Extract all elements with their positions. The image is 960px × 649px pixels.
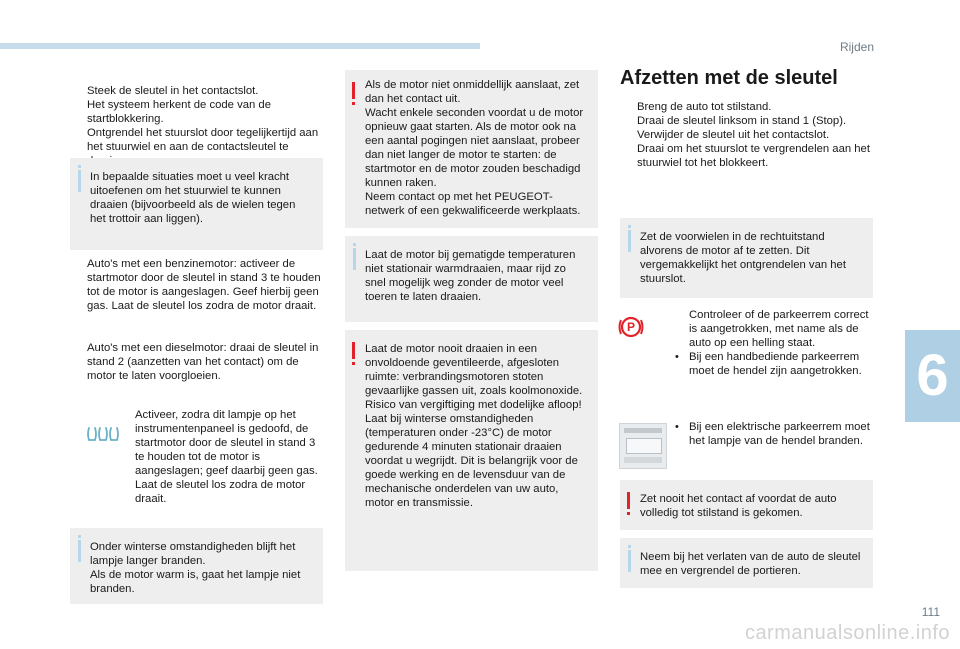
warning-icon — [627, 492, 630, 509]
warning-box-ignition-off: Zet nooit het contact af voordat de auto volledig tot stilstand is gekomen. — [620, 480, 873, 530]
list-item: Draai de sleutel linksom in stand 1 (Stop). — [637, 115, 847, 127]
info-icon — [628, 550, 631, 572]
list-item: • Bij een elektrische parkeerrem moet het lampje van de hendel branden. — [675, 421, 870, 447]
list-item: Ontgrendel het stuurslot door tegelijkertijd aan het stuurwiel en aan de contactsleutel te — [87, 127, 319, 153]
info-icon — [78, 170, 81, 192]
section-heading: Afzetten met de sleutel — [620, 67, 838, 89]
list-item: Activeer, zodra dit lampje op het instrumentenpaneel is gedoofd, de startmotor door de sleutel in stand 3 te houden tot de motor is aangeslagen; geef daarbij geen gas. Laat de sleutel los zodra de motor draait. — [135, 409, 318, 505]
header-accent-bar — [0, 43, 480, 49]
list-item: Auto's met een dieselmotor: draai de sleutel in stand 2 (aanzetten van het contact) om de motor te laten voorgloeien. — [87, 342, 319, 382]
parking-brake-icon — [617, 313, 645, 341]
electric-brake-item — [672, 420, 872, 448]
chapter-number-tab: 6 — [905, 330, 960, 422]
petrol-instruction — [70, 257, 325, 313]
bullet-marker: • — [675, 351, 679, 363]
list-item: Steek de sleutel in het contactslot. Het systeem herkent de code van de startblokkering. — [87, 85, 271, 125]
electric-parking-brake-lever-image — [619, 423, 667, 469]
warning-icon — [352, 342, 355, 359]
warning-box-start-failure: Als de motor niet onmiddellijk aanslaat, zet dan het contact uit. Wacht enkele seconden voordat u de motor opnieuw gaat starten. Als de motor ook na een aantal pogingen niet aanslaat, probeer dan niet langer de motor te starten: de startmotor en de motor zouden beschadigd kunnen raken. Neem contact op met het PEUGEOT-netwerk of een gekwalificeerde werkplaats. — [345, 70, 598, 228]
info-box-steering: In bepaalde situaties moet u veel kracht uitoefenen om het stuurwiel te kunnen draaien (bijvoorbeeld als de wielen tegen het trottoir aan liggen). — [70, 158, 323, 250]
info-box-front-wheels: Zet de voorwielen in de rechtuitstand alvorens de motor af te zetten. Dit vergemakkelijkt het ontgrendelen van het stuurslot. — [620, 218, 873, 298]
start-steps-list — [70, 70, 325, 168]
info-box-warm-up: Laat de motor bij gematigde temperaturen niet stationair warmdraaien, maar rijd zo snel mogelijk weg zonder de motor veel toeren te laten draaien. — [345, 236, 598, 322]
info-icon — [353, 248, 356, 270]
list-item: Controleer of de parkeerrem correct is aangetrokken, met name als de auto op een helling staat. — [689, 309, 869, 349]
diesel-instruction — [70, 341, 325, 383]
watermark: carmanualsonline.info — [744, 622, 950, 644]
info-icon — [78, 540, 81, 562]
list-item: Breng de auto tot stilstand. — [637, 101, 772, 113]
list-item: Auto's met een benzinemotor: activeer de startmotor door de sleutel in stand 3 te houden tot de motor is aangeslagen. Geef hierbij geen gas. Laat de sleutel los zodra de motor draait. — [87, 258, 321, 312]
bullet-marker: • — [675, 421, 679, 433]
list-item: Draai om het stuurslot te vergrendelen aan het stuurwiel tot het blokkeert. — [637, 143, 870, 169]
page-number: 111 — [921, 605, 940, 619]
glow-plug-warning-icon — [86, 424, 122, 444]
info-icon — [628, 230, 631, 252]
glow-plug-instruction — [118, 408, 318, 506]
parking-brake-list — [672, 308, 872, 378]
warning-box-ventilation: Laat de motor nooit draaien in een onvoldoende geventileerde, afgesloten ruimte: verbrandingsmotoren stoten gevaarlijke gassen uit, zoals koolmonoxide. Risico van vergiftiging met dodelijke afloop! Laat bij winterse omstandigheden (temperaturen onder -23°C) de motor gedurende 4 minuten stationair draaien voordat u wegrijdt. Dit is belangrijk voor de goede werking en de levensduur van de mechanische onderdelen van uw auto, motor en transmissie. — [345, 330, 598, 571]
stop-steps-list — [620, 100, 875, 170]
section-title: Rijden — [839, 40, 874, 54]
info-box-winter-lamp: Onder winterse omstandigheden blijft het lampje langer branden. Als de motor warm is, gaat het lampje niet branden. — [70, 528, 323, 604]
warning-icon — [352, 82, 355, 99]
parking-brake-letter: P — [626, 320, 635, 334]
list-item: • Bij een handbediende parkeerrem moet de hendel zijn aangetrokken. — [675, 351, 862, 377]
list-item: Verwijder de sleutel uit het contactslot. — [637, 129, 830, 141]
info-box-take-key: Neem bij het verlaten van de auto de sleutel mee en vergrendel de portieren. — [620, 538, 873, 588]
